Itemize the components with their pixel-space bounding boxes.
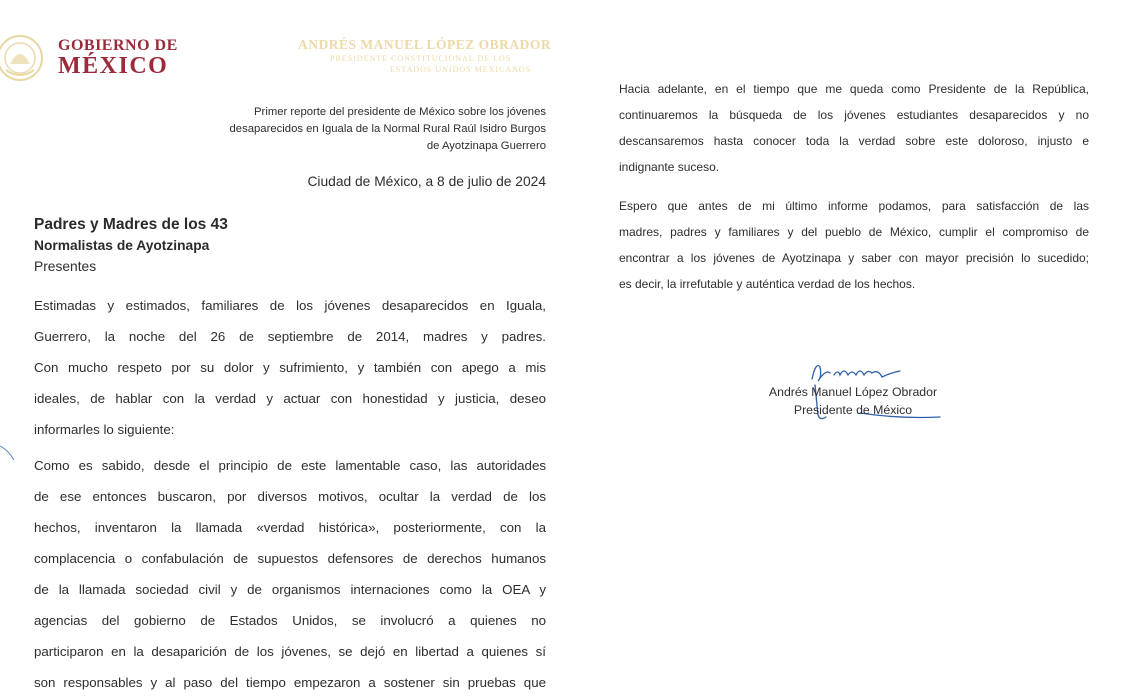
- body-line: Hacia adelante, en el tiempo que me queda como Presidente de la República,: [619, 82, 1089, 96]
- addressee-subtitle: Normalistas de Ayotzinapa: [34, 238, 210, 253]
- body-line: encontrar a los jóvenes de Ayotzinapa y saber con mayor precisión lo sucedido;: [619, 251, 1089, 265]
- body-line: Espero que antes de mi último informe podamos, para satisfacción de las: [619, 199, 1089, 213]
- letterhead-watermark-sub1: PRESIDENTE CONSTITUCIONAL DE LOS: [330, 54, 512, 63]
- body-line: descansaremos hasta conocer toda la verdad sobre este doloroso, injusto e: [619, 134, 1089, 148]
- body-line: participaron en la desaparición de los jóvenes, se dejó en libertad a quienes sí: [34, 644, 546, 659]
- subject-reference: [186, 104, 546, 155]
- body-line: son responsables y al paso del tiempo empezaron a sostener sin pruebas que: [34, 675, 546, 690]
- body-line: Con mucho respeto por su dolor y sufrimiento, y también con apego a mis: [34, 360, 546, 375]
- government-country: MÉXICO: [58, 53, 169, 79]
- body-line: es decir, la irrefutable y auténtica verdad de los hechos.: [619, 277, 916, 291]
- body-line: Como es sabido, desde el principio de este lamentable caso, las autoridades: [34, 458, 546, 473]
- body-paragraph: [619, 76, 1089, 180]
- letterhead-watermark-sub2: ESTADOS UNIDOS MEXICANOS: [390, 65, 532, 74]
- reference-line: desaparecidos en Iguala de la Normal Rural Raúl Isidro Burgos: [229, 123, 546, 135]
- body-line: Estimadas y estimados, familiares de los jóvenes desaparecidos en Iguala,: [34, 298, 546, 313]
- body-line: ideales, de hablar con la verdad y actuar con honestidad y justicia, deseo: [34, 391, 546, 406]
- body-line: de la llamada sociedad civil y de organismos internaciones como la OEA y: [34, 582, 546, 597]
- body-line: madres, padres y familiares y del pueblo de México, cumplir el compromiso de: [619, 225, 1089, 239]
- place-and-date: Ciudad de México, a 8 de julio de 2024: [307, 174, 546, 189]
- signatory-name: Andrés Manuel López Obrador: [768, 385, 938, 399]
- body-line: Guerrero, la noche del 26 de septiembre de 2014, madres y padres.: [34, 329, 546, 344]
- body-line: indignante suceso.: [619, 160, 720, 174]
- body-line: de ese entonces buscaron, por diversos motivos, ocultar la verdad de los: [34, 489, 546, 504]
- signatory-title: Presidente de México: [793, 403, 913, 417]
- addressee-greeting: Presentes: [34, 259, 97, 274]
- body-line: hechos, inventaron la llamada «verdad histórica», posteriormente, con la: [34, 520, 546, 535]
- reference-line: de Ayotzinapa Guerrero: [426, 140, 546, 152]
- margin-pen-mark: [0, 440, 22, 470]
- reference-line: Primer reporte del presidente de México sobre los jóvenes: [254, 106, 546, 118]
- coat-of-arms-icon: [0, 30, 48, 86]
- body-paragraph: [619, 193, 1089, 297]
- addressee-title: Padres y Madres de los 43: [34, 216, 228, 233]
- government-label: GOBIERNO DE: [58, 37, 178, 54]
- body-paragraph: [34, 450, 546, 698]
- body-line: agencias del gobierno de Estados Unidos, se involucró a quienes no: [34, 613, 546, 628]
- letterhead-watermark-name: ANDRÉS MANUEL LÓPEZ OBRADOR: [298, 37, 552, 52]
- body-paragraph: [34, 290, 546, 445]
- body-line: continuaremos la búsqueda de los jóvenes estudiantes desaparecidos y no: [619, 108, 1089, 122]
- body-line: complacencia o confabulación de supuestos defensores de derechos humanos: [34, 551, 546, 566]
- body-line: informarles lo siguiente:: [34, 422, 175, 437]
